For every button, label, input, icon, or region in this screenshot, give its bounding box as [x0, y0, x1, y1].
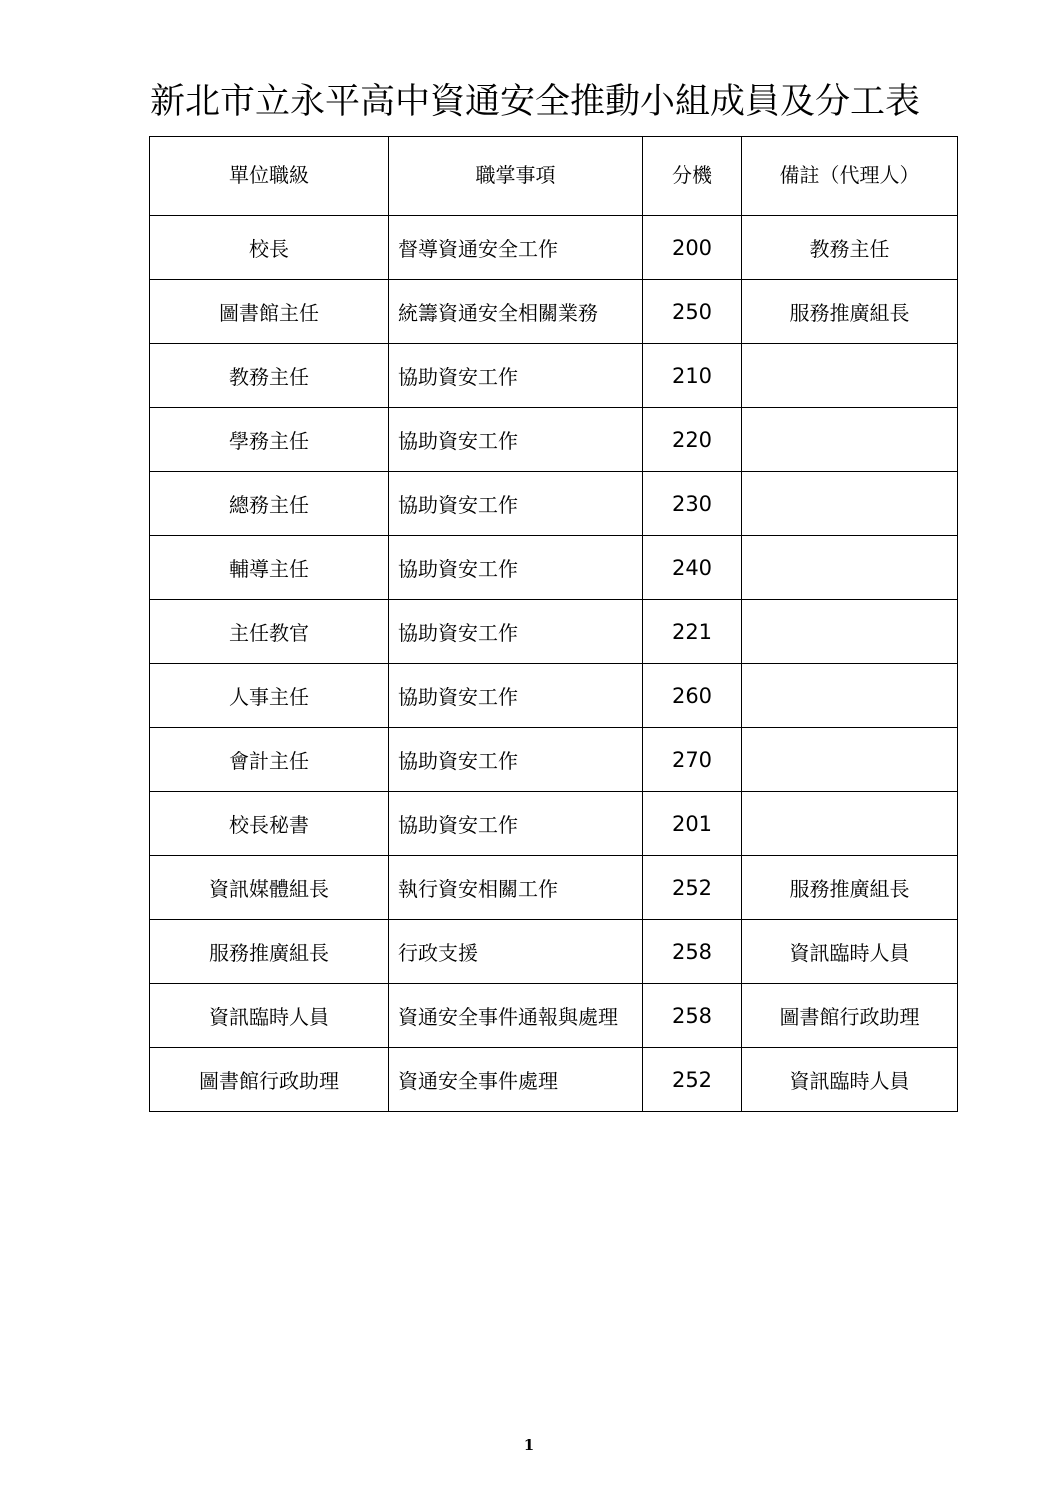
cell-duty: 執行資安相關工作 [389, 856, 643, 920]
cell-note [742, 344, 958, 408]
table-header-row [150, 137, 958, 216]
cell-extension: 200 [643, 216, 742, 280]
cell-extension: 221 [643, 600, 742, 664]
cell-extension: 210 [643, 344, 742, 408]
table-row [150, 472, 958, 536]
cell-unit: 資訊媒體組長 [150, 856, 389, 920]
cell-note: 服務推廣組長 [742, 856, 958, 920]
cell-unit: 資訊臨時人員 [150, 984, 389, 1048]
cell-extension: 220 [643, 408, 742, 472]
table-row [150, 856, 958, 920]
cell-note [742, 728, 958, 792]
table-row [150, 216, 958, 280]
cell-unit: 教務主任 [150, 344, 389, 408]
cell-duty: 協助資安工作 [389, 536, 643, 600]
page-number: 1 [523, 1436, 535, 1454]
cell-unit: 校長 [150, 216, 389, 280]
cell-duty: 協助資安工作 [389, 792, 643, 856]
table-row [150, 408, 958, 472]
cell-unit: 圖書館行政助理 [150, 1048, 389, 1112]
cell-duty: 督導資通安全工作 [389, 216, 643, 280]
roster-table [149, 136, 958, 1112]
cell-note: 圖書館行政助理 [742, 984, 958, 1048]
cell-extension: 258 [643, 920, 742, 984]
table-body [150, 216, 958, 1112]
cell-unit: 人事主任 [150, 664, 389, 728]
header-note: 備註（代理人） [742, 137, 958, 216]
cell-extension: 252 [643, 1048, 742, 1112]
cell-note [742, 472, 958, 536]
table-row [150, 792, 958, 856]
cell-note [742, 600, 958, 664]
cell-note [742, 664, 958, 728]
cell-duty: 統籌資通安全相關業務 [389, 280, 643, 344]
header-unit: 單位職級 [150, 137, 389, 216]
cell-unit: 校長秘書 [150, 792, 389, 856]
cell-note: 教務主任 [742, 216, 958, 280]
cell-extension: 240 [643, 536, 742, 600]
table-row [150, 920, 958, 984]
cell-unit: 學務主任 [150, 408, 389, 472]
cell-unit: 主任教官 [150, 600, 389, 664]
cell-note [742, 408, 958, 472]
header-duty: 職掌事項 [389, 137, 643, 216]
cell-extension: 201 [643, 792, 742, 856]
cell-extension: 260 [643, 664, 742, 728]
cell-unit: 會計主任 [150, 728, 389, 792]
cell-duty: 協助資安工作 [389, 664, 643, 728]
cell-unit: 圖書館主任 [150, 280, 389, 344]
cell-duty: 協助資安工作 [389, 728, 643, 792]
cell-duty: 協助資安工作 [389, 600, 643, 664]
cell-unit: 服務推廣組長 [150, 920, 389, 984]
table-row [150, 1048, 958, 1112]
cell-extension: 258 [643, 984, 742, 1048]
table-row [150, 600, 958, 664]
table-row [150, 664, 958, 728]
cell-extension: 270 [643, 728, 742, 792]
cell-duty: 協助資安工作 [389, 344, 643, 408]
cell-duty: 資通安全事件通報與處理 [389, 984, 643, 1048]
cell-duty: 協助資安工作 [389, 408, 643, 472]
cell-duty: 協助資安工作 [389, 472, 643, 536]
table-row [150, 280, 958, 344]
cell-note [742, 792, 958, 856]
table-row [150, 728, 958, 792]
header-extension: 分機 [643, 137, 742, 216]
cell-extension: 252 [643, 856, 742, 920]
cell-unit: 總務主任 [150, 472, 389, 536]
cell-note: 資訊臨時人員 [742, 1048, 958, 1112]
cell-note: 服務推廣組長 [742, 280, 958, 344]
cell-extension: 250 [643, 280, 742, 344]
document-title: 新北市立永平高中資通安全推動小組成員及分工表 [149, 82, 920, 122]
cell-duty: 行政支援 [389, 920, 643, 984]
cell-duty: 資通安全事件處理 [389, 1048, 643, 1112]
table-row [150, 984, 958, 1048]
table-row [150, 344, 958, 408]
cell-note: 資訊臨時人員 [742, 920, 958, 984]
cell-extension: 230 [643, 472, 742, 536]
cell-note [742, 536, 958, 600]
table-row [150, 536, 958, 600]
cell-unit: 輔導主任 [150, 536, 389, 600]
